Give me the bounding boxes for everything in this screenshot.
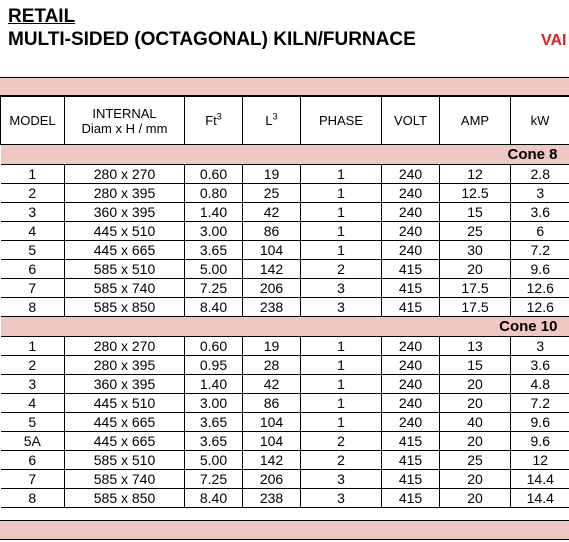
cell-kw: 14.4 xyxy=(511,489,569,508)
cell-model: 2 xyxy=(1,356,65,375)
table-body xyxy=(1,145,569,508)
cell-internal: 280 x 395 xyxy=(65,356,185,375)
cell-internal: 585 x 850 xyxy=(65,489,185,508)
cell-volt: 240 xyxy=(382,356,440,375)
cell-l3: 25 xyxy=(243,184,301,203)
cell-kw: 14.4 xyxy=(511,470,569,489)
table-top-band xyxy=(0,77,569,96)
cell-amp: 20 xyxy=(440,394,511,413)
col-header-ft-sup: 3 xyxy=(216,111,222,122)
cell-ft3: 1.40 xyxy=(185,375,243,394)
table-row xyxy=(1,356,569,375)
cone-section-row xyxy=(1,317,569,337)
cell-ft3: 3.65 xyxy=(185,413,243,432)
table-row xyxy=(1,184,569,203)
cell-kw: 3.6 xyxy=(511,203,569,222)
table-row xyxy=(1,470,569,489)
table-row xyxy=(1,394,569,413)
cell-kw: 7.2 xyxy=(511,241,569,260)
cell-l3: 86 xyxy=(243,222,301,241)
cone-section-label: Cone 10 xyxy=(1,317,569,337)
cell-ft3: 3.00 xyxy=(185,394,243,413)
table-row xyxy=(1,337,569,356)
cell-l3: 104 xyxy=(243,413,301,432)
table-row xyxy=(1,432,569,451)
cell-model: 3 xyxy=(1,203,65,222)
table-row xyxy=(1,203,569,222)
cell-amp: 15 xyxy=(440,356,511,375)
col-header-internal-line1: INTERNAL xyxy=(92,105,157,121)
cell-ft3: 7.25 xyxy=(185,279,243,298)
table-row xyxy=(1,165,569,184)
cell-amp: 20 xyxy=(440,260,511,279)
cell-internal: 445 x 665 xyxy=(65,241,185,260)
cell-internal: 585 x 510 xyxy=(65,451,185,470)
cell-phase: 3 xyxy=(301,489,382,508)
cell-ft3: 0.60 xyxy=(185,165,243,184)
table-row xyxy=(1,279,569,298)
cell-l3: 206 xyxy=(243,470,301,489)
col-header-volt: VOLT xyxy=(382,97,440,145)
cell-model: 5 xyxy=(1,241,65,260)
cell-volt: 240 xyxy=(382,184,440,203)
cell-amp: 40 xyxy=(440,413,511,432)
cell-ft3: 3.65 xyxy=(185,241,243,260)
col-header-ft-text: Ft xyxy=(205,113,217,128)
cell-internal: 585 x 850 xyxy=(65,298,185,317)
col-header-l-text: L xyxy=(265,113,273,128)
cell-amp: 13 xyxy=(440,337,511,356)
cell-volt: 415 xyxy=(382,489,440,508)
cell-phase: 1 xyxy=(301,356,382,375)
col-header-ft3 xyxy=(185,97,243,145)
cell-model: 6 xyxy=(1,451,65,470)
cell-internal: 445 x 510 xyxy=(65,394,185,413)
cell-amp: 30 xyxy=(440,241,511,260)
cell-l3: 142 xyxy=(243,260,301,279)
cell-internal: 280 x 270 xyxy=(65,337,185,356)
cell-ft3: 3.65 xyxy=(185,432,243,451)
cell-volt: 240 xyxy=(382,394,440,413)
table-row xyxy=(1,451,569,470)
cell-phase: 3 xyxy=(301,298,382,317)
cell-internal: 280 x 395 xyxy=(65,184,185,203)
cell-model: 4 xyxy=(1,222,65,241)
table-row xyxy=(1,375,569,394)
cell-kw: 6 xyxy=(511,222,569,241)
cell-phase: 1 xyxy=(301,375,382,394)
cell-internal: 445 x 510 xyxy=(65,222,185,241)
cell-l3: 42 xyxy=(243,203,301,222)
col-header-phase: PHASE xyxy=(301,97,382,145)
cell-ft3: 1.40 xyxy=(185,203,243,222)
cell-internal: 585 x 740 xyxy=(65,470,185,489)
cell-phase: 1 xyxy=(301,222,382,241)
cell-amp: 12.5 xyxy=(440,184,511,203)
cell-internal: 280 x 270 xyxy=(65,165,185,184)
cell-ft3: 3.00 xyxy=(185,222,243,241)
cell-model: 5A xyxy=(1,432,65,451)
cell-phase: 2 xyxy=(301,260,382,279)
section-heading-retail: RETAIL xyxy=(8,6,76,27)
cell-amp: 17.5 xyxy=(440,279,511,298)
table-row xyxy=(1,222,569,241)
cell-l3: 104 xyxy=(243,241,301,260)
cell-volt: 240 xyxy=(382,413,440,432)
cell-model: 4 xyxy=(1,394,65,413)
table-row xyxy=(1,298,569,317)
col-header-l3 xyxy=(243,97,301,145)
clipped-heading-text: VAI xyxy=(541,32,567,49)
cell-kw: 4.8 xyxy=(511,375,569,394)
cell-ft3: 5.00 xyxy=(185,451,243,470)
cell-l3: 238 xyxy=(243,489,301,508)
cell-model: 3 xyxy=(1,375,65,394)
cell-internal: 585 x 510 xyxy=(65,260,185,279)
cell-ft3: 0.60 xyxy=(185,337,243,356)
cell-phase: 1 xyxy=(301,165,382,184)
cone-section-label: Cone 8 xyxy=(1,145,569,165)
cell-amp: 20 xyxy=(440,432,511,451)
cell-amp: 20 xyxy=(440,375,511,394)
cell-internal: 585 x 740 xyxy=(65,279,185,298)
cell-volt: 240 xyxy=(382,165,440,184)
cell-volt: 240 xyxy=(382,222,440,241)
cell-phase: 1 xyxy=(301,394,382,413)
cell-kw: 12.6 xyxy=(511,279,569,298)
cell-kw: 9.6 xyxy=(511,413,569,432)
cell-volt: 415 xyxy=(382,279,440,298)
cell-ft3: 0.80 xyxy=(185,184,243,203)
cell-model: 7 xyxy=(1,279,65,298)
cell-kw: 12 xyxy=(511,451,569,470)
cell-ft3: 7.25 xyxy=(185,470,243,489)
col-header-internal-line2: Diam x H / mm xyxy=(81,120,168,136)
cell-l3: 28 xyxy=(243,356,301,375)
cell-volt: 415 xyxy=(382,470,440,489)
cell-kw: 3 xyxy=(511,184,569,203)
cell-internal: 445 x 665 xyxy=(65,432,185,451)
cell-volt: 240 xyxy=(382,241,440,260)
cell-internal: 445 x 665 xyxy=(65,413,185,432)
cell-volt: 240 xyxy=(382,337,440,356)
cell-kw: 9.6 xyxy=(511,432,569,451)
cell-ft3: 8.40 xyxy=(185,489,243,508)
col-header-amp: AMP xyxy=(440,97,511,145)
cell-kw: 7.2 xyxy=(511,394,569,413)
cone-section-row xyxy=(1,145,569,165)
cell-l3: 86 xyxy=(243,394,301,413)
cell-phase: 1 xyxy=(301,184,382,203)
cell-model: 1 xyxy=(1,165,65,184)
cell-amp: 20 xyxy=(440,489,511,508)
cell-internal: 360 x 395 xyxy=(65,375,185,394)
table-row xyxy=(1,260,569,279)
cell-ft3: 0.95 xyxy=(185,356,243,375)
cell-internal: 360 x 395 xyxy=(65,203,185,222)
cell-l3: 42 xyxy=(243,375,301,394)
table-row xyxy=(1,489,569,508)
table-row xyxy=(1,413,569,432)
col-header-internal xyxy=(65,97,185,145)
cell-ft3: 5.00 xyxy=(185,260,243,279)
cell-l3: 19 xyxy=(243,165,301,184)
cell-kw: 12.6 xyxy=(511,298,569,317)
cell-volt: 415 xyxy=(382,298,440,317)
table-header-row xyxy=(1,97,569,145)
cell-phase: 1 xyxy=(301,337,382,356)
cell-volt: 240 xyxy=(382,203,440,222)
document-title: MULTI-SIDED (OCTAGONAL) KILN/FURNACE xyxy=(8,29,416,50)
cell-phase: 2 xyxy=(301,451,382,470)
cell-model: 7 xyxy=(1,470,65,489)
cell-model: 6 xyxy=(1,260,65,279)
kiln-spec-table xyxy=(0,96,569,508)
cell-kw: 3.6 xyxy=(511,356,569,375)
cell-ft3: 8.40 xyxy=(185,298,243,317)
cell-model: 2 xyxy=(1,184,65,203)
cell-phase: 1 xyxy=(301,413,382,432)
cell-kw: 9.6 xyxy=(511,260,569,279)
cell-l3: 104 xyxy=(243,432,301,451)
cell-amp: 15 xyxy=(440,203,511,222)
cell-phase: 3 xyxy=(301,279,382,298)
cell-amp: 25 xyxy=(440,222,511,241)
cell-phase: 1 xyxy=(301,241,382,260)
cell-phase: 2 xyxy=(301,432,382,451)
cell-amp: 20 xyxy=(440,470,511,489)
cell-volt: 415 xyxy=(382,451,440,470)
cell-phase: 3 xyxy=(301,470,382,489)
cell-kw: 2.8 xyxy=(511,165,569,184)
cell-volt: 415 xyxy=(382,432,440,451)
table-bottom-band xyxy=(0,520,569,540)
cell-kw: 3 xyxy=(511,337,569,356)
cell-amp: 25 xyxy=(440,451,511,470)
cell-model: 5 xyxy=(1,413,65,432)
col-header-model: MODEL xyxy=(1,97,65,145)
cell-amp: 17.5 xyxy=(440,298,511,317)
cell-model: 8 xyxy=(1,489,65,508)
cell-amp: 12 xyxy=(440,165,511,184)
cell-phase: 1 xyxy=(301,203,382,222)
cell-l3: 206 xyxy=(243,279,301,298)
col-header-l-sup: 3 xyxy=(272,111,278,122)
cell-model: 1 xyxy=(1,337,65,356)
cell-l3: 142 xyxy=(243,451,301,470)
cell-volt: 415 xyxy=(382,260,440,279)
cell-l3: 238 xyxy=(243,298,301,317)
cell-volt: 240 xyxy=(382,375,440,394)
table-row xyxy=(1,241,569,260)
cell-l3: 19 xyxy=(243,337,301,356)
col-header-kw: kW xyxy=(511,97,569,145)
cell-model: 8 xyxy=(1,298,65,317)
